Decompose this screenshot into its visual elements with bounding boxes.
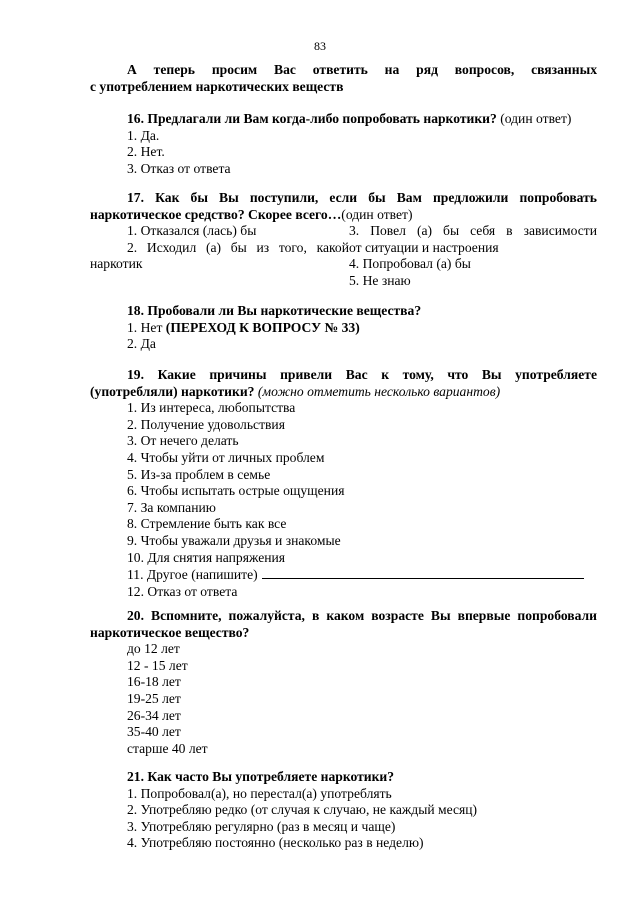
question-21-option: 1. Попробовал(а), но перестал(а) употреблять: [127, 785, 392, 801]
question-19-note: (можно отметить несколько вариантов): [254, 383, 501, 399]
question-21-option: 2. Употребляю редко (от случая к случаю, не каждый месяц): [127, 802, 478, 818]
question-21: [90, 769, 597, 852]
question-16-option: 2. Нет.: [127, 144, 165, 160]
skip-instruction: (ПЕРЕХОД К ВОПРОСУ № 33): [165, 319, 360, 335]
question-17-title-line-1: 17. Как бы Вы поступили, если бы Вам предложили попробовать: [127, 190, 597, 205]
question-19-option: 9. Чтобы уважали друзья и знакомые: [127, 532, 341, 548]
question-19-option: 8. Стремление быть как все: [127, 516, 287, 532]
question-18-option-2: 2. Да: [127, 336, 156, 352]
intro-block: [90, 62, 597, 95]
question-21-option: 4. Употребляю постоянно (несколько раз в неделю): [127, 835, 424, 851]
question-18: [90, 303, 597, 353]
question-17-options: [90, 223, 597, 293]
question-16-option: 3. Отказ от ответа: [127, 160, 231, 176]
question-20-option: 16-18 лет: [127, 674, 181, 690]
question-20-title-line-2: наркотическое вещество?: [90, 624, 250, 640]
question-19-option: 4. Чтобы уйти от личных проблем: [127, 449, 325, 465]
question-19-option: 1. Из интереса, любопытства: [127, 400, 296, 416]
question-19-title-line-1: 19. Какие причины привели Вас к тому, что Вы употребляете: [127, 367, 597, 382]
write-in-line: [262, 566, 584, 579]
question-17-option-continued: наркотик: [90, 256, 143, 272]
question-21-title: 21. Как часто Вы употребляете наркотики?: [127, 769, 395, 784]
question-16-note: (один ответ): [496, 111, 572, 126]
question-19-option: 2. Получение удовольствия: [127, 416, 285, 432]
question-17: [90, 190, 597, 293]
question-20-option: 35-40 лет: [127, 724, 181, 740]
question-19-title-line-2: [90, 384, 597, 401]
question-20-option: 19-25 лет: [127, 690, 181, 706]
question-19-option-other-label: 11. Другое (напишите): [127, 567, 258, 583]
question-19: [90, 367, 597, 600]
question-16: [90, 111, 597, 177]
question-20-option: до 12 лет: [127, 641, 180, 657]
question-17-option: 4. Попробовал (а) бы: [349, 256, 471, 272]
question-18-option-1-text: 1. Нет: [127, 319, 166, 335]
question-19-text: (употребляли) наркотики?: [90, 383, 255, 399]
intro-line-1: А теперь просим Вас ответить на ряд вопросов, связанных: [127, 62, 597, 77]
question-19-option: 7. За компанию: [127, 499, 216, 515]
question-20-title-line-1: 20. Вспомните, пожалуйста, в каком возрасте Вы впервые попробовали: [127, 608, 597, 623]
question-17-left-column: [90, 223, 349, 273]
question-21-option: 3. Употребляю регулярно (раз в месяц и чаще): [127, 818, 396, 834]
question-20: [90, 608, 597, 757]
question-17-text: наркотическое средство? Скорее всего…: [90, 206, 342, 222]
question-18-option-1: [90, 320, 597, 337]
question-16-text: 16. Предлагали ли Вам когда-либо попробовать наркотики?: [127, 111, 497, 126]
question-20-option: старше 40 лет: [127, 740, 208, 756]
question-19-option-other: [90, 566, 597, 584]
question-16-title: [90, 111, 597, 128]
page-number: 83: [314, 39, 326, 53]
question-17-option: 2. Исходил (а) бы из того, какой: [127, 239, 349, 255]
question-17-option: 1. Отказался (лась) бы: [127, 223, 257, 239]
question-16-option: 1. Да.: [127, 127, 160, 143]
question-18-title: 18. Пробовали ли Вы наркотические вещества?: [127, 303, 422, 318]
question-19-option: 3. От нечего делать: [127, 433, 239, 449]
question-17-option: 3. Повел (а) бы себя в зависимости: [349, 223, 597, 239]
question-20-option: 26-34 лет: [127, 707, 181, 723]
question-17-option: 5. Не знаю: [349, 272, 411, 288]
intro-line-2: с употреблением наркотических веществ: [90, 78, 344, 94]
question-17-right-column: [349, 223, 597, 289]
question-19-option: 6. Чтобы испытать острые ощущения: [127, 483, 345, 499]
question-20-option: 12 - 15 лет: [127, 657, 188, 673]
question-19-option: 10. Для снятия напряжения: [127, 549, 286, 565]
question-17-title-line-2: [90, 207, 597, 224]
question-17-option-continued: от ситуации и настроения: [349, 239, 499, 255]
question-17-note: (один ответ): [341, 206, 413, 222]
question-19-option: 5. Из-за проблем в семье: [127, 466, 271, 482]
question-19-option: 12. Отказ от ответа: [127, 583, 238, 599]
